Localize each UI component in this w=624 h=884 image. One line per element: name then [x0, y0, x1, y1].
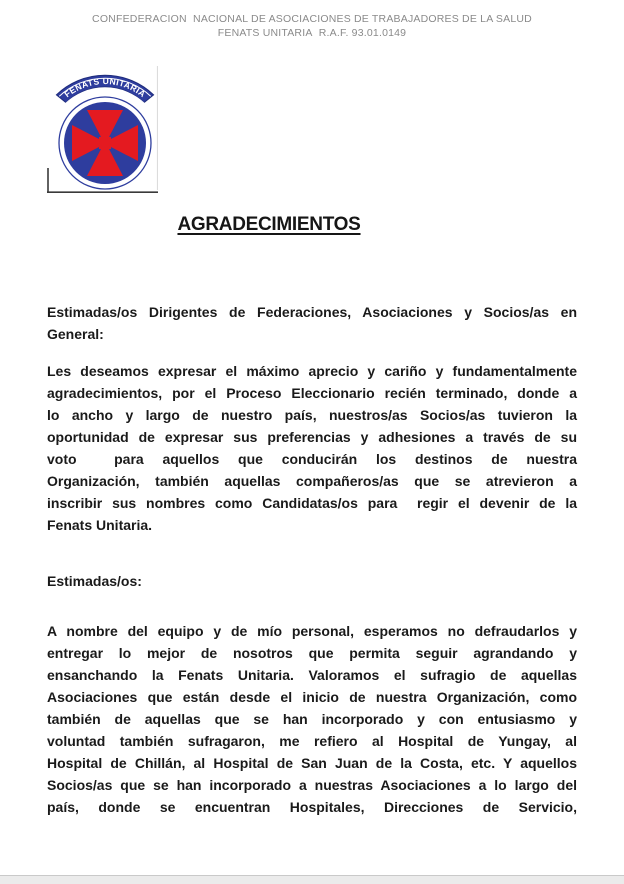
text-line: voluntad también sufragaron, me refiero al Hospital de Yungay, al	[47, 733, 577, 749]
text-line: también de aquellas que se han incorporado y con entusiasmo y	[47, 711, 577, 727]
title-row	[0, 213, 624, 237]
text-line: A nombre del equipo y de mío personal, esperamos no defraudarlos y	[47, 623, 577, 639]
text-line: entregar lo mejor de nosotros que permita seguir agrandando y	[47, 645, 577, 661]
text-line: Hospital de Chillán, al Hospital de San Juan de la Costa, etc. Y aquellos	[47, 755, 577, 771]
fenats-logo-icon	[47, 62, 158, 193]
page-bottom-edge	[0, 875, 624, 884]
letter-title: AGRADECIMIENTOS	[177, 214, 361, 235]
text-line: voto para aquellos que conducirán los destinos de nuestra	[47, 451, 577, 467]
text-line: Les deseamos expresar el máximo aprecio y cariño y fundamentalmente	[47, 363, 577, 379]
document-header	[0, 12, 624, 40]
thanks-paragraph	[47, 360, 577, 536]
second-salutation	[47, 570, 577, 592]
text-line: Fenats Unitaria.	[47, 517, 153, 533]
org-logo	[47, 62, 158, 193]
text-line: Estimadas/os:	[47, 573, 142, 589]
text-line: agradecimientos, por el Proceso Eleccionario recién terminado, donde a	[47, 385, 577, 401]
text-line: inscribir sus nombres como Candidatas/os para regir el devenir de la	[47, 495, 577, 511]
header-line-1: CONFEDERACION NACIONAL DE ASOCIACIONES DE TRABAJADORES DE LA SALUD	[92, 13, 532, 25]
text-line: oportunidad de expresar sus preferencias y adhesiones a través de su	[47, 429, 577, 445]
header-line-2: FENATS UNITARIA R.A.F. 93.01.0149	[217, 27, 407, 39]
text-line: General:	[47, 326, 104, 342]
text-line: Organización, también aquellas compañeros/as que se atrevieron a	[47, 473, 577, 489]
text-line: Estimadas/os Dirigentes de Federaciones, Asociaciones y Socios/as en	[47, 304, 577, 320]
text-line: país, donde se encuentran Hospitales, Direcciones de Servicio,	[47, 799, 577, 815]
text-line: ensanchando la Fenats Unitaria. Valoramos el sufragio de aquellas	[47, 667, 577, 683]
text-line: Asociaciones que están desde el inicio de nuestra Organización, como	[47, 689, 577, 705]
logo-banner-text: FENATS UNITARIA	[62, 75, 148, 100]
closing-body-paragraph	[47, 620, 577, 818]
text-line: lo ancho y largo de nuestro país, nuestros/as Socios/as tuvieron la	[47, 407, 577, 423]
salutation-paragraph	[47, 301, 577, 345]
text-line: Socios/as que se han incorporado a nuestras Asociaciones a lo largo del	[47, 777, 577, 793]
